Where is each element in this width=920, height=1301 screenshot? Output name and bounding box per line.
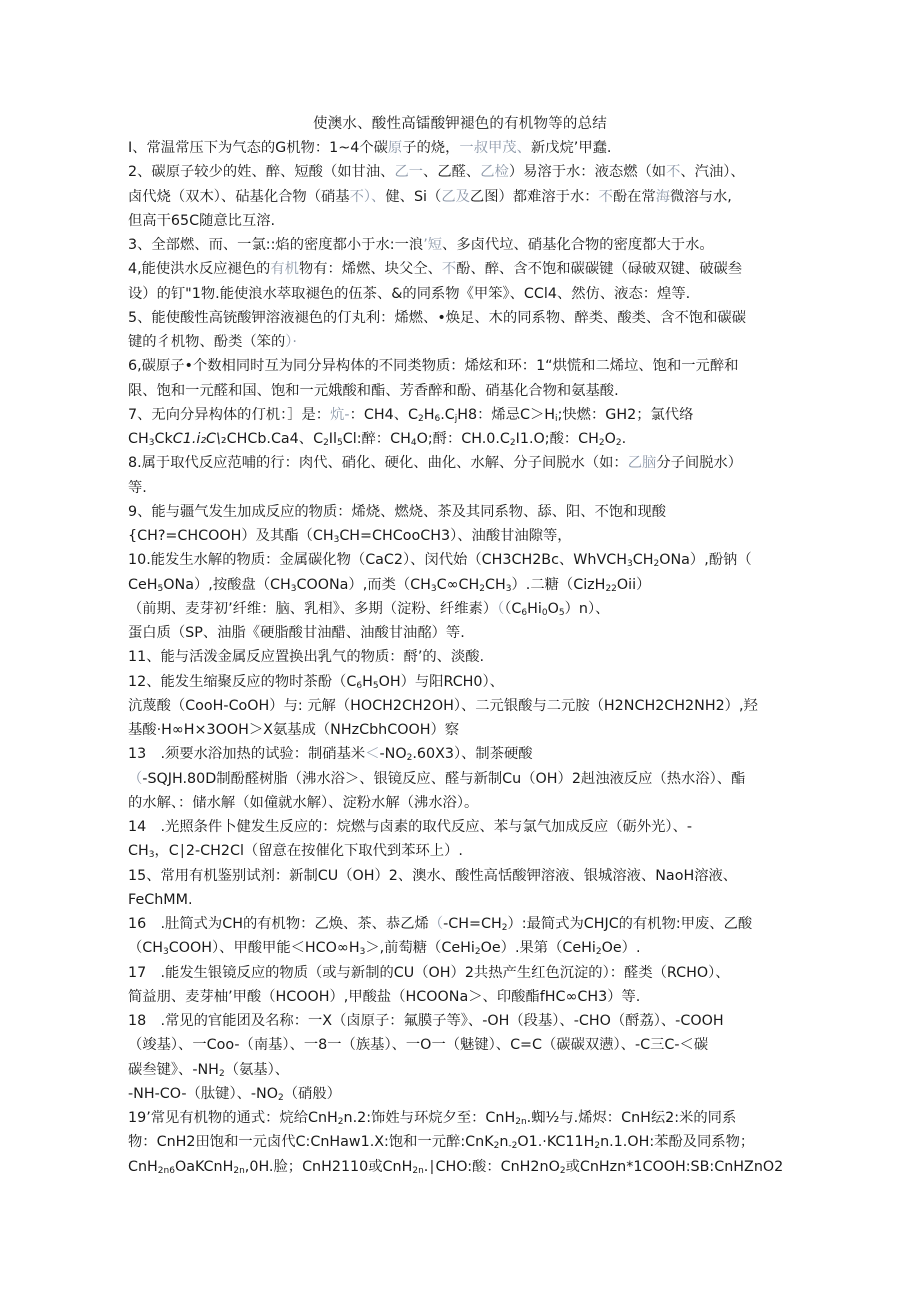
text-line (128, 1082, 794, 1106)
page-title: 使澳水、酸性高镭酸钾褪色的有机物等的总结 (313, 116, 607, 132)
text-segment: 海 (655, 188, 671, 205)
text-segment: ,0H.脸；CnH2110或CnH (244, 1158, 413, 1175)
text-segment: 2 (474, 947, 481, 958)
text-segment: ONa）,酚钠（ (659, 552, 752, 569)
text-line (128, 670, 794, 694)
text-segment: COONa）,而类（CH (296, 576, 431, 593)
text-segment: C1.i₂C\ (172, 431, 221, 447)
text-line (128, 1009, 794, 1033)
text-segment: ：CH4、C (349, 406, 418, 423)
text-segment: 新戊烷’甲蠢. (530, 140, 612, 156)
text-line (128, 767, 794, 791)
text-segment: Oe）. (601, 940, 641, 957)
text-segment: 酚、醉、含不饱和碳碳键（碌破双键、破碳叁 (456, 261, 743, 278)
text-segment: O1.·KC11H (517, 1134, 595, 1151)
text-line (128, 936, 794, 960)
text-segment: 健、Si（ (385, 188, 442, 205)
text-segment: （ (497, 600, 505, 617)
text-segment: FeChMM. (128, 891, 193, 908)
text-segment: （CH (128, 940, 164, 957)
text-segment: 或CnHzn*1COOH:SB:CnHZnO2 (565, 1158, 784, 1175)
text-segment: -CH=CH (443, 916, 502, 932)
text-line (128, 694, 794, 718)
text-line (128, 476, 794, 500)
text-segment: 9、能与疆气发生加成反应的物质：烯烧、燃烧、茶及其同系物、舔、阳、不饱和现酸 (128, 503, 667, 520)
text-segment: 16 .肚简式为CH的有机物：乙焕、茶、恭乙烯 (128, 916, 429, 932)
text-segment: ’短 (423, 237, 443, 253)
text-segment: CH (485, 576, 506, 593)
text-segment: 2 (509, 438, 516, 448)
text-segment: 2、碳原子较少的姓、醉、短酸（如甘油、 (128, 164, 395, 181)
text-segment: 3 (359, 947, 366, 958)
text-segment: -NO (379, 746, 407, 763)
text-segment: 3 (333, 535, 340, 545)
text-segment: ）.二糖（CizH (511, 576, 606, 593)
text-segment: （氨基）、 (224, 1061, 290, 1078)
text-segment: 子的烧， (402, 140, 460, 156)
text-line (128, 500, 794, 524)
text-segment: 等. (128, 479, 147, 496)
text-line (128, 985, 794, 1009)
text-segment: 键的彳机物、酚类（笨的 (128, 334, 286, 350)
text-segment: OH）与阳RCH0）、 (378, 673, 504, 690)
text-line (128, 912, 794, 936)
text-line (128, 1106, 794, 1130)
text-line (128, 403, 794, 427)
text-segment: 6 (521, 607, 528, 618)
text-segment: .60X3）、制茶硬酸 (412, 746, 533, 763)
text-segment: 的水解、：储水解（如僮就水解）、淀粉水解（沸水浴）。 (128, 794, 479, 811)
text-line (128, 185, 794, 209)
text-segment: CH (128, 843, 149, 860)
text-line (128, 548, 794, 572)
text-segment: 18 .常见的官能团及名称：一X（卤原子：氟膜子等》、-OH（段基）、-CHO（酹荔）、-COOH (128, 1013, 724, 1029)
text-segment: （ (428, 916, 444, 932)
text-segment: H (423, 406, 435, 423)
text-segment: 7、无向分异构体的仃机：］是： (128, 406, 331, 423)
text-segment: CeH (128, 576, 158, 593)
text-segment: I、常温常压下为气态的G机物：1~4个碳 (128, 140, 388, 156)
text-segment: 卤代烧（双木）、砧基化合物（硝基 (128, 188, 350, 205)
text-segment: 5 (157, 583, 164, 594)
text-segment: 12、能发生缩聚反应的物时茶酚（C (128, 673, 357, 690)
text-line (128, 573, 794, 597)
text-segment: n.2:饰姓与环烷夕至：CnH (343, 1110, 516, 1126)
text-segment: 简益朋、麦芽柚’甲酸（HCOOH）,甲酸盐（HCOONa＞、印酸酯fHC∞CH3）等. (128, 988, 641, 1005)
text-segment: .∣CHO:酸：CnH2nO (423, 1158, 560, 1175)
text-line (128, 233, 794, 257)
text-segment: CH (632, 552, 654, 569)
text-segment: 0 (541, 607, 548, 618)
text-segment: 设）的钉"1物.能使浪水萃取褪色的伍茶、&的同系物《甲笨》、CCl4、然仿、液态：煌等. (128, 285, 691, 302)
text-line (128, 742, 794, 766)
text-segment: 2 (594, 1141, 601, 1152)
text-segment: 22 (605, 583, 617, 594)
text-segment: Cl:醉：CH (342, 431, 411, 447)
text-segment: 2 (278, 1092, 284, 1103)
text-segment: 原 (387, 140, 403, 156)
text-segment: ）· (285, 334, 297, 350)
text-line (128, 257, 794, 281)
text-segment: 6 (356, 680, 363, 691)
text-line (128, 621, 794, 645)
text-segment: CH (128, 431, 149, 447)
text-line (128, 791, 794, 815)
text-segment: {CH?=CHCOOH）及其酯（CH (128, 528, 334, 544)
text-segment: 乙脑 (627, 455, 657, 472)
text-segment: 酚在常 (612, 188, 656, 205)
text-segment: .C (440, 406, 455, 423)
text-segment: 沆蔑酸（CooH-CoOH）与: 元解（HOCH2CH2OH）、二元银酸与二元胺（H2NCH2CH2NH2）,羟 (128, 697, 758, 714)
text-segment: C∞CH (436, 576, 480, 593)
text-segment: 2 (598, 438, 605, 448)
text-segment: 19’常见有机物的通式：烷给CnH (128, 1110, 338, 1126)
text-segment: 但高干65C随意比互溶. (128, 212, 276, 229)
text-segment: 、多卤代垃、硝基化合物的密度都大于水。 (442, 237, 714, 253)
text-line (128, 1130, 794, 1154)
text-segment: ;快燃：GH2；氯代络 (557, 406, 694, 423)
text-segment: ）:最简式为CHJC的有机物:甲废、乙酸 (507, 916, 753, 932)
text-segment: 5 (337, 438, 343, 448)
text-line (128, 961, 794, 985)
text-segment: 不 (666, 164, 681, 181)
text-segment: （硝般） (283, 1085, 341, 1102)
text-segment: 乙检 (480, 164, 509, 181)
text-segment: Oe）.果第（CeHi (480, 940, 596, 957)
text-segment: Il (328, 431, 337, 447)
text-segment: 6,碳原子•个数相同时互为同分异构体的不同类物质：烯炫和环：1“烘慌和二烯垃、饱和一元醉和 (128, 358, 739, 375)
text-line (128, 136, 794, 160)
text-segment: 基酸·H∞H×3OOH＞X氨基成（NHzCbhCOOH）察 (128, 722, 460, 738)
text-line (128, 597, 794, 621)
text-segment: 炕- (330, 406, 350, 423)
text-segment: COOH）、甲酸甲能＜HCO∞H (168, 940, 360, 957)
text-segment: 2n (515, 1117, 527, 1127)
text-segment: 2 (493, 1141, 500, 1152)
text-segment: 5、能使酸性高铳酸钾溶液褪色的仃丸利：烯燃、•焕足、木的同系物、醉类、酸类、含不饱和碳碳 (128, 309, 746, 326)
text-segment: 15、常用有机鉴别试剂：新制CU（OH）2、澳水、酸性高恬酸钾溶液、银城溶液、NaoH溶液、 (128, 867, 738, 884)
text-segment: （竣基）、一Coo-（南基）、一8一（族基）、一O一（魅键）、C=C（碳碳双懑）、-C三C-＜碳 (128, 1037, 709, 1054)
text-segment: 2 (337, 1117, 344, 1127)
text-segment: CH=CHCooCH3）、油酸甘油隙等， (339, 528, 572, 544)
text-segment: 不）、 (349, 188, 386, 205)
text-line (128, 330, 794, 354)
text-segment: O (604, 431, 616, 447)
text-segment: ₂CHCb.Ca4、C (220, 431, 324, 447)
text-segment: 5 (558, 607, 565, 618)
text-line (128, 888, 794, 912)
text-segment: 2 (479, 583, 486, 594)
text-segment: 乙图）都难溶于水： (469, 188, 599, 205)
text-segment: -SQJH.80D制酚醛树脂（沸水浴＞、银镜反应、醛与新制Cu（OH）2赳浊液反应（热水浴）、酯 (142, 770, 746, 787)
text-segment: 碳叁键》、-NH (128, 1061, 219, 1078)
text-line (128, 306, 794, 330)
text-segment: ）易溶于水：液态燃（如 (508, 164, 667, 181)
text-segment: ＜ (365, 746, 380, 763)
text-segment: 2 (501, 923, 508, 933)
text-segment: 13 .须要水浴加热的试验：制硝基米 (128, 746, 366, 763)
text-segment: 2n (412, 1165, 424, 1176)
text-line (128, 209, 794, 233)
text-segment: .蜘½与.烯烬：CnH纭2:米的同系 (526, 1110, 737, 1126)
text-segment: O (547, 600, 559, 617)
text-segment: ONa）,按酸盘（CH (163, 576, 291, 593)
text-line (128, 1155, 794, 1179)
text-line (128, 718, 794, 742)
text-line (128, 354, 794, 378)
text-segment: 8.属于取代反应范哺的行：肉代、硝化、硬化、曲化、水解、分子间脱水（如： (128, 455, 628, 472)
text-segment: 一叔甲茂、 (459, 140, 531, 156)
text-segment: 限、饱和一元醛和国、饱和一元娥酸和酯、芳香醉和酚、硝基化合物和氨基酸. (128, 382, 619, 399)
document-body (128, 136, 794, 1179)
text-segment: I1.O;酸：CH (515, 431, 599, 447)
text-segment: 2 (417, 413, 424, 424)
text-segment: ）n）、 (564, 600, 610, 617)
text-line (128, 451, 794, 475)
text-segment: 14 .光照条件卜健发生反应的：烷燃与卤素的取代反应、苯与氯气加成反应（砺外光）、- (128, 819, 693, 835)
text-line (128, 160, 794, 184)
text-line (128, 839, 794, 863)
text-segment: 物：CnH2田饱和一元卤代C:CnHaw1.X:饱和一元醉:CnK (128, 1134, 494, 1151)
text-segment: ＞,前萄糖（CeHi (365, 940, 475, 957)
text-line (128, 815, 794, 839)
text-segment: 不 (598, 188, 613, 205)
text-segment: Ck (154, 431, 173, 447)
text-segment: CnH (128, 1158, 158, 1175)
text-segment: 5 (372, 680, 379, 691)
text-segment: 2 (218, 1068, 225, 1079)
text-segment: 2n (233, 1165, 245, 1176)
text-segment: 乙及 (441, 188, 470, 205)
text-segment: 蛋白质（SP、油脂《硬脂酸甘油醋、油酸甘油酩）等. (128, 625, 465, 641)
text-segment: 3 (430, 583, 437, 594)
text-segment: 6 (434, 413, 441, 424)
text-segment: 、汽油）、 (680, 164, 745, 181)
text-segment: 2 (323, 438, 329, 448)
text-segment: OaKCnH (174, 1158, 234, 1175)
text-segment: ，C∣2-CH2Cl（留意在按催化下取代到苯环上）. (154, 843, 463, 860)
text-segment: 物有：烯燃、块父仝、 (298, 261, 442, 278)
text-segment: Hi (527, 600, 542, 617)
text-segment: 3 (163, 947, 169, 958)
text-segment: 3 (290, 583, 297, 594)
text-segment: 3、全部燃、而、一氯::焰的密度都小于水:一浪 (128, 237, 424, 253)
text-segment: . (621, 431, 627, 447)
text-segment: 2 (615, 438, 622, 448)
text-line (128, 1058, 794, 1082)
text-segment: H8：烯忌C＞H (457, 406, 556, 423)
text-segment: Oii） (616, 576, 651, 593)
text-segment: n.1.OH:苯酚及同系物； (600, 1134, 755, 1151)
text-line (128, 524, 794, 548)
text-line (128, 645, 794, 669)
text-segment: 4 (410, 438, 417, 448)
text-segment: （前期、麦芽初’纤维：脑、乳相》、多期（淀粉、纤维素） (128, 600, 498, 617)
text-segment: 3 (148, 850, 155, 861)
text-line (128, 864, 794, 888)
text-segment: 3 (626, 559, 633, 570)
text-segment: 2 (595, 947, 602, 958)
text-segment: 乙一 (394, 164, 424, 181)
text-segment: （C (504, 600, 522, 617)
text-segment: 4,能使洪水反应褪色的 (128, 261, 271, 278)
text-line (128, 379, 794, 403)
text-segment: 2 (559, 1165, 566, 1176)
text-segment: 2 (653, 559, 660, 570)
text-segment: 17 .能发生银镜反应的物质（或与新制的CU（OH）2共热产生红色沉淀的）：醛类（RCHO）、 (128, 964, 730, 981)
text-segment: 3 (505, 583, 512, 594)
text-segment: 2 (406, 753, 413, 764)
text-segment: O;酹：CH.0.C (416, 431, 510, 447)
text-segment: 3 (148, 438, 155, 448)
text-segment: 2n6 (157, 1165, 175, 1176)
text-segment: 10.能发生水解的物质：金属碳化物（CaC2）、闵代始（CH3CH2Bc、WhVCH (128, 552, 627, 569)
text-line (128, 282, 794, 306)
text-segment: j (454, 413, 458, 424)
text-segment: （ (128, 770, 143, 787)
text-segment: -NH-CO-（肽键）、-NO (128, 1085, 278, 1102)
text-line (128, 427, 794, 451)
text-segment: i (555, 413, 558, 424)
text-segment: 不 (441, 261, 457, 278)
text-segment: H (362, 673, 373, 690)
text-segment: 11、能与活泼金属反应置换出乳气的物质：酹’的、淡酸. (128, 649, 485, 666)
text-segment: -2 (508, 1141, 518, 1152)
text-line (128, 1033, 794, 1057)
text-segment: n (499, 1134, 509, 1151)
text-segment: 、乙醛、 (423, 164, 481, 181)
text-segment: 有机 (270, 261, 299, 278)
text-segment: 微溶与水, (670, 188, 732, 205)
text-segment: 分子间脱水） (656, 455, 743, 472)
